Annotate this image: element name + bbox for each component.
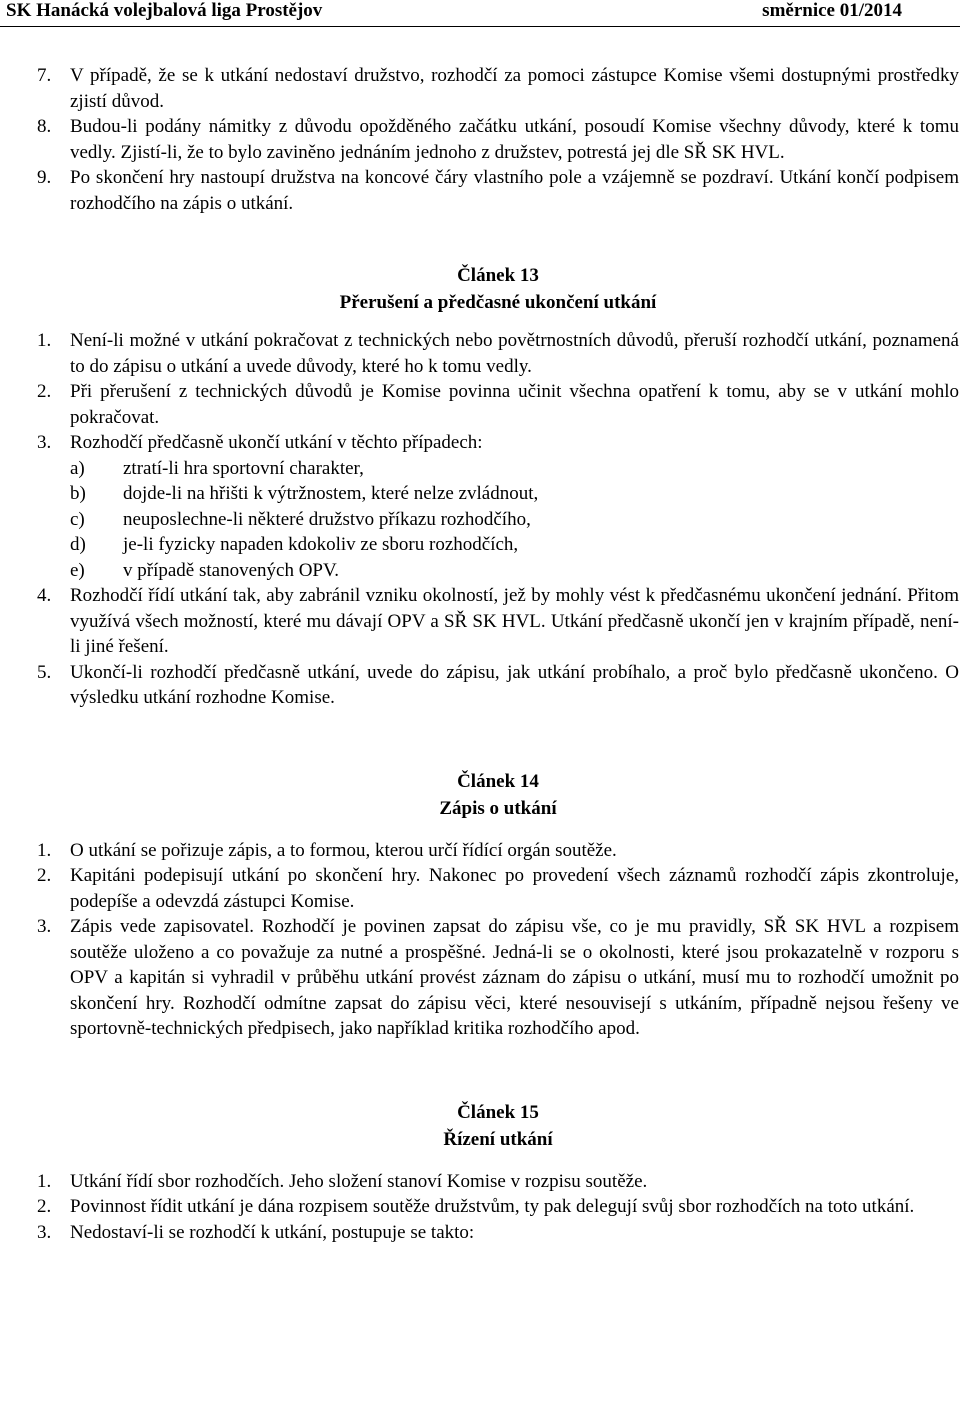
item-text: Při přerušení z technických důvodů je Komise povinna učinit všechna opatření k tomu, aby se v utkání mohlo pokračovat. [70, 381, 959, 428]
sub-item-text: ztratí-li hra sportovní charakter, [123, 457, 364, 479]
list-item [37, 63, 959, 114]
sub-item [70, 456, 959, 482]
item-number: 2. [37, 865, 52, 886]
sub-item-text: dojde-li na hřišti k výtržnostem, které nelze zvládnout, [123, 483, 539, 504]
sub-item-letter: c) [70, 508, 85, 530]
item-number: 2. [37, 381, 52, 402]
item-text: V případě, že se k utkání nedostaví družstvo, rozhodčí za pomoci zástupce Komise všemi dostupnými prostředky zjistí důvod. [70, 65, 959, 112]
list-item [37, 379, 959, 430]
article-13-sublist [70, 456, 959, 584]
article-15-subtitle: Řízení utkání [443, 1128, 553, 1150]
item-number: 5. [37, 661, 52, 683]
article-14-heading [37, 768, 959, 822]
item-number: 3. [37, 432, 52, 453]
list-item [37, 114, 959, 165]
item-text: Po skončení hry nastoupí družstva na koncové čáry vlastního pole a vzájemně se pozdraví. Utkání končí podpisem rozhodčího na zápis o utkání. [70, 167, 959, 214]
item-number: 9. [37, 167, 52, 188]
sub-item-letter: d) [70, 534, 86, 555]
item-text: Není-li možné v utkání pokračovat z technických nebo povětrnostních důvodů, přeruší rozhodčí utkání, poznamená to do zápisu o utkání a uvede důvody, které ho k tomu vedly. [70, 330, 959, 377]
list-item [37, 660, 959, 711]
header-directive-number: směrnice 01/2014 [762, 0, 902, 21]
article-13-title: Článek 13 [457, 265, 539, 286]
header-organization: SK Hanácká volejbalová liga Prostějov [6, 0, 323, 21]
header-divider [0, 26, 960, 27]
item-number: 3. [37, 916, 52, 937]
article-13-subtitle: Přerušení a předčasné ukončení utkání [339, 292, 657, 313]
item-text: Povinnost řídit utkání je dána rozpisem soutěže družstvům, ty pak delegují svůj sbor rozhodčích na toto utkání. [70, 1196, 915, 1217]
article-15-heading [37, 1099, 959, 1153]
item-text: Ukončí-li rozhodčí předčasně utkání, uvede do zápisu, jak utkání probíhalo, a proč bylo předčasně ukončeno. O výsledku utkání rozhodne Komise. [70, 661, 959, 708]
list-item [37, 1169, 959, 1195]
sub-item [70, 507, 959, 533]
sub-item-text: neuposlechne-li některé družstvo příkazu rozhodčího, [123, 508, 531, 530]
intro-list [37, 63, 959, 216]
sub-item [70, 481, 959, 507]
item-text: Budou-li podány námitky z důvodu opožděného začátku utkání, posoudí Komise všechny důvody, které k tomu vedly. Zjistí-li, že to bylo zaviněno jednáním jednoho z družstev, potrestá jej dle SŘ SK HVL. [70, 116, 959, 163]
item-number: 1. [37, 839, 52, 861]
item-number: 2. [37, 1196, 52, 1217]
list-item [37, 430, 959, 583]
item-text: O utkání se pořizuje zápis, a to formou, kterou určí řídící orgán soutěže. [70, 839, 617, 861]
list-item [37, 838, 959, 864]
item-text: Rozhodčí předčasně ukončí utkání v těchto případech: [70, 432, 483, 453]
page-header [0, 0, 960, 24]
list-item [37, 914, 959, 1042]
item-number: 1. [37, 1170, 52, 1192]
item-text: Zápis vede zapisovatel. Rozhodčí je povinen zapsat do zápisu vše, co je mu pravidly, SŘ SK HVL a rozpisem soutěže uloženo a co považuje za nutné a prospěšné. Jedná-li se o okolnosti, které jsou prokazatelně v rozporu s OPV a kapitán si vyhradil v průběhu utkání provést záznam do zápisu o utkání, musí mu to rozhodčí umožnit po skončení hry. Rozhodčí odmítne zapsat do zápisu věci, které nesouvisejí s utkáním, případně nejsou řešeny ve sportovně-technických předpisech, jako například kritika rozhodčího apod. [70, 916, 959, 1039]
sub-item [70, 532, 959, 558]
sub-item [70, 558, 959, 584]
article-14-title: Článek 14 [457, 770, 539, 792]
item-text: Kapitáni podepisují utkání po skončení hry. Nakonec po provedení všech záznamů rozhodčí zápis zkontroluje, podepíše a odevzdá zástupci Komise. [70, 865, 959, 912]
item-text: Rozhodčí řídí utkání tak, aby zabránil vzniku okolností, jež by mohly vést k předčasnému ukončení jednání. Přitom využívá všech možností, které mu dávají OPV a SŘ SK HVL. Utkání předčasně ukončí jen v krajním případě, není-li jiné řešení. [70, 585, 959, 657]
item-text: Nedostaví-li se rozhodčí k utkání, postupuje se takto: [70, 1221, 475, 1243]
item-number: 7. [37, 65, 52, 86]
article-13-heading [37, 262, 959, 316]
list-item [37, 328, 959, 379]
article-15-title: Článek 15 [457, 1101, 539, 1123]
article-15-list [37, 1169, 959, 1246]
list-item [37, 165, 959, 216]
list-item [37, 1194, 959, 1220]
sub-item-text: je-li fyzicky napaden kdokoliv ze sboru rozhodčích, [123, 534, 519, 555]
sub-item-letter: e) [70, 559, 85, 581]
sub-item-text: v případě stanovených OPV. [123, 559, 340, 581]
list-item [37, 1220, 959, 1246]
article-14-subtitle: Zápis o utkání [439, 797, 557, 819]
sub-item-letter: b) [70, 483, 86, 504]
item-number: 8. [37, 116, 52, 137]
item-number: 1. [37, 330, 52, 351]
article-13-list [37, 328, 959, 711]
item-text: Utkání řídí sbor rozhodčích. Jeho složení stanoví Komise v rozpisu soutěže. [70, 1170, 648, 1192]
document-body [37, 63, 959, 1245]
article-14-list [37, 838, 959, 1042]
item-number: 4. [37, 585, 52, 606]
sub-item-letter: a) [70, 457, 85, 479]
list-item [37, 863, 959, 914]
list-item [37, 583, 959, 660]
item-number: 3. [37, 1221, 52, 1243]
